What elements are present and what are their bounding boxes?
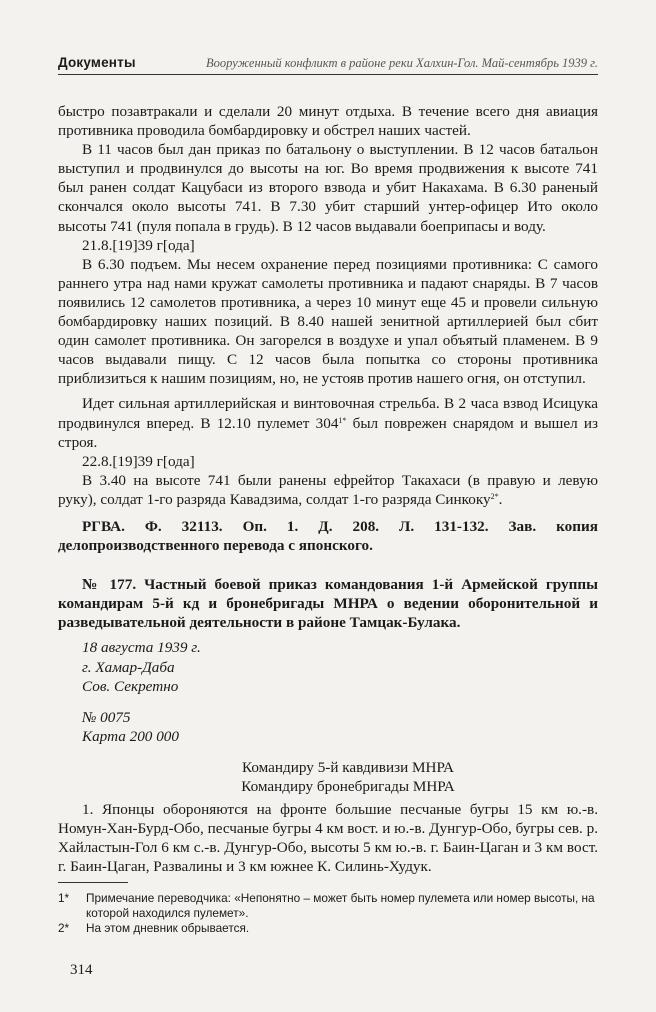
document-place: г. Хамар-Даба [82,658,175,676]
document-date: 18 августа 1939 г. [82,639,201,657]
diary-text: . [498,490,503,508]
document-classification: Сов. Секретно [82,677,179,695]
footnote-text: Примечание переводчика: «Непонятно – может быть номер пулемета или номер высоты, на которой находился пулемет». [86,891,595,920]
running-title: Вооруженный конфликт в районе реки Халхин-Гол. Май-сентябрь 1939 г. [205,56,598,70]
footnote-divider [58,882,128,883]
addressee: Командиру 5-й кавдивизи МНРА [242,758,454,776]
diary-text: В 3.40 на высоте 741 были ранены ефрейтор Такахаси (в правую и левую руку), солдат 1-го разряда Кавадзима, солдат 1-го разряда Синкоку [58,471,598,508]
footnote-mark: 1* [58,891,70,905]
page-number: 314 [70,962,93,978]
footnote-ref: 1* [338,415,347,425]
diary-text: был поврежен снарядом и вышел из строя. [58,414,599,451]
footnotes [58,891,598,936]
footnote-mark: 2* [58,921,70,935]
section-title: Документы [58,55,136,70]
document-number: № 0075 [82,708,131,726]
footnote [58,921,598,936]
main-text [58,102,598,876]
page-header [58,48,598,75]
diary-paragraph: В 6.30 подъем. Мы несем охранение перед позициями противника: С самого раннего утра над нами кружат самолеты противника и падают снаряды. В 7 часов появились 12 самолетов противника, а через 10 минут еще 45 и провели сильную бомбардировку наших позиций. В 8.40 нашей зенитной артиллерией был сбит один самолет противника. Он загорелся в воздухе и упал объятый пламенем. В 9 часов выдавали пищу. С 12 часов была попытка со стороны противника приблизиться к нашим позициям, но, не устояв против нашего огня, он отступил. [58,255,598,388]
diary-date: 21.8.[19]39 г[ода] [82,236,195,254]
footnote-text: На этом дневник обрывается. [86,921,250,935]
order-point: 1. Японцы обороняются на фронте большие песчаные бугры 15 км ю.-в. Номун-Хан-Бурд-Обо, песчаные бугры 4 км вост. и ю.-в. Дунгур-Обо, бугры сев. р. Хайластын-Гол 6 км с.-в. Дунгур-Обо, высоты 5 км ю.-в. г. Баин-Цаган и 3 км вост. г. Баин-Цаган, Развалины и 3 км южнее К. Силинь-Худук. [58,801,598,876]
diary-paragraph: В 11 часов был дан приказ по батальону о выступлении. В 12 часов батальон выступил и продвинулся до высоты на юг. Во время продвижения к высоте 741 был ранен солдат Кацубаси из второго взвода и убит Накахама. В 6.30 раненый скончался около высоты 741. В 7.30 убит старший унтер-офицер Ито около высоты 741 (пуля попала в грудь). В 12 часов выдавали боеприпасы и воду. [58,141,598,235]
diary-paragraph [58,394,598,451]
footnote [58,891,598,921]
diary-text: Идет сильная артиллерийская и винтовочная стрельба. В 2 часа взвод Исицука продвинулся вперед. В 12.10 пулемет 304 [58,395,598,432]
diary-paragraph [58,471,598,509]
addressee: Командиру бронебригады МНРА [241,778,455,795]
document-title: № 177. Частный боевой приказ командования 1-й Армейской группы командирам 5-й кд и бронебригады МНРА о ведении оборонительной и разведывательной деятельности в районе Тамцак-Булака. [58,576,598,632]
diary-date: 22.8.[19]39 г[ода] [82,452,195,470]
archive-reference: РГВА. Ф. 32113. Оп. 1. Д. 208. Л. 131-132. Зав. копия делопроизводственного перевода с японского. [58,517,598,555]
footnote-ref: 2* [490,491,499,501]
document-map: Карта 200 000 [82,727,179,745]
diary-paragraph: быстро позавтракали и сделали 20 минут отдыха. В течение всего дня авиация противника проводила бомбардировку и обстрел наших частей. [58,103,598,140]
